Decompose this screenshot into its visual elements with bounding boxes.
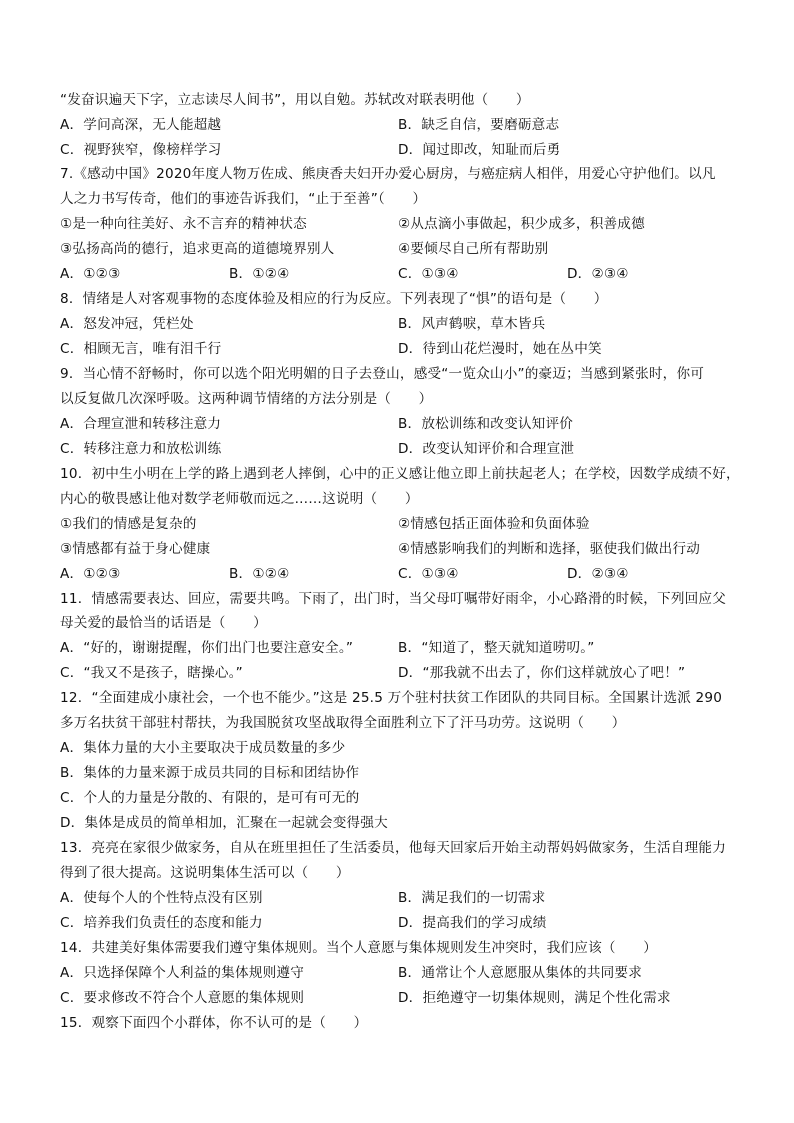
q14-option-a: A．只选择保障个人利益的集体规则遵守 [60, 965, 304, 981]
q9-option-c: C．转移注意力和放松训练 [60, 441, 222, 457]
q14-stem: 14．共建美好集体需要我们遵守集体规则。当个人意愿与集体规则发生冲突时，我们应该（ ） [60, 940, 658, 956]
q13-option-d: D．提高我们的学习成绩 [398, 915, 547, 931]
q12-stem-line1: 12．“全面建成小康社会，一个也不能少。”这是 25.5 万个驻村扶贫工作团队的共同目标。全国累计选派 290 [60, 690, 723, 706]
q10-statement-4: ④情感影响我们的判断和选择，驱使我们做出行动 [398, 541, 701, 557]
q8-option-a: A．怒发冲冠，凭栏处 [60, 316, 194, 332]
q14-option-d: D．拒绝遵守一切集体规则，满足个性化需求 [398, 990, 671, 1006]
q6-stem: “发奋识遍天下字，立志读尽人间书”，用以自勉。苏轼改对联表明他（ ） [60, 92, 530, 108]
q11-option-b: B．“知道了，整天就知道唠叨。” [398, 640, 595, 656]
q6-option-a: A．学问高深，无人能超越 [60, 117, 222, 133]
q14-option-c: C．要求修改不符合个人意愿的集体规则 [60, 990, 305, 1006]
q9-option-a: A．合理宣泄和转移注意力 [60, 416, 222, 432]
q10-option-b: B．①②④ [229, 566, 290, 582]
q11-option-d: D．“那我就不出去了，你们这样就放心了吧！” [398, 665, 686, 681]
q10-option-d: D．②③④ [567, 566, 629, 582]
q8-option-b: B．风声鹤唳，草木皆兵 [398, 316, 546, 332]
q10-statement-2: ②情感包括正面体验和负面体验 [398, 516, 590, 532]
q11-stem-line2: 母关爱的最恰当的话语是（ ） [60, 615, 267, 631]
q6-option-d: D．闻过即改，知耻而后勇 [398, 142, 561, 158]
q6-option-b: B．缺乏自信，要磨砺意志 [398, 117, 560, 133]
q11-option-a: A．“好的，谢谢提醒，你们出门也要注意安全。” [60, 640, 354, 656]
q10-statement-3: ③情感都有益于身心健康 [60, 541, 211, 557]
q7-option-c: C．①③④ [398, 266, 459, 282]
q7-statement-1: ①是一种向往美好、永不言弃的精神状态 [60, 216, 307, 232]
q9-stem-line2: 以反复做几次深呼吸。这两种调节情绪的方法分别是（ ） [60, 391, 433, 407]
q8-option-d: D．待到山花烂漫时，她在丛中笑 [398, 341, 602, 357]
q13-option-a: A．使每个人的个性特点没有区别 [60, 890, 263, 906]
q12-option-d: D．集体是成员的简单相加，汇聚在一起就会变得强大 [60, 815, 388, 831]
q13-option-b: B．满足我们的一切需求 [398, 890, 546, 906]
q7-stem-line2: 人之力书写传奇，他们的事迹告诉我们，“止于至善”（ ） [60, 191, 427, 207]
q7-stem-line1: 7.《感动中国》2020年度人物万佐成、熊庚香夫妇开办爱心厨房，与癌症病人相伴，用爱心守护他们。以凡 [60, 166, 716, 182]
q7-statement-3: ③弘扬高尚的德行，追求更高的道德境界别人 [60, 241, 335, 257]
q6-option-c: C．视野狭窄，像榜样学习 [60, 142, 222, 158]
q7-option-d: D．②③④ [567, 266, 629, 282]
q9-stem-line1: 9．当心情不舒畅时，你可以选个阳光明媚的日子去登山，感受“一览众山小”的豪迈；当感到紧张时，你可 [60, 366, 705, 382]
q12-option-b: B．集体的力量来源于成员共同的目标和团结协作 [60, 765, 360, 781]
q13-option-c: C．培养我们负责任的态度和能力 [60, 915, 263, 931]
q8-stem: 8．情绪是人对客观事物的态度体验及相应的行为反应。下列表现了“惧”的语句是（ ） [60, 291, 608, 307]
q13-stem-line1: 13．亮亮在家很少做家务，自从在班里担任了生活委员，他每天回家后开始主动帮妈妈做家务，生活自理能力 [60, 840, 726, 856]
q7-option-a: A．①②③ [60, 266, 121, 282]
q7-option-b: B．①②④ [229, 266, 290, 282]
q7-statement-2: ②从点滴小事做起，积少成多，积善成德 [398, 216, 645, 232]
q12-stem-line2: 多万名扶贫干部驻村帮扶，为我国脱贫攻坚战取得全面胜利立下了汗马功劳。这说明（ ） [60, 715, 626, 731]
q11-stem-line1: 11．情感需要表达、回应，需要共鸣。下雨了，出门时，当父母叮嘱带好雨伞，小心路滑的时候，下列回应父 [60, 591, 726, 607]
q9-option-d: D．改变认知评价和合理宣泄 [398, 441, 575, 457]
q12-option-a: A．集体力量的大小主要取决于成员数量的多少 [60, 740, 346, 756]
q7-statement-4: ④要倾尽自己所有帮助别 [398, 241, 549, 257]
q10-stem-line2: 内心的敬畏感让他对数学老师敬而远之……这说明（ ） [60, 491, 419, 507]
q9-option-b: B．放松训练和改变认知评价 [398, 416, 574, 432]
q14-option-b: B．通常让个人意愿服从集体的共同要求 [398, 965, 643, 981]
q10-statement-1: ①我们的情感是复杂的 [60, 516, 197, 532]
q8-option-c: C．相顾无言，唯有泪千行 [60, 341, 222, 357]
q12-option-c: C．个人的力量是分散的、有限的，是可有可无的 [60, 790, 360, 806]
q13-stem-line2: 得到了很大提高。这说明集体生活可以（ ） [60, 865, 350, 881]
q15-stem: 15．观察下面四个小群体，你不认可的是（ ） [60, 1015, 368, 1031]
q10-option-c: C．①③④ [398, 566, 459, 582]
q10-stem-line1: 10．初中生小明在上学的路上遇到老人摔倒，心中的正义感让他立即上前扶起老人；在学校，因数学成绩不好， [60, 466, 740, 482]
q10-option-a: A．①②③ [60, 566, 121, 582]
q11-option-c: C．“我又不是孩子，瞎操心。” [60, 665, 243, 681]
